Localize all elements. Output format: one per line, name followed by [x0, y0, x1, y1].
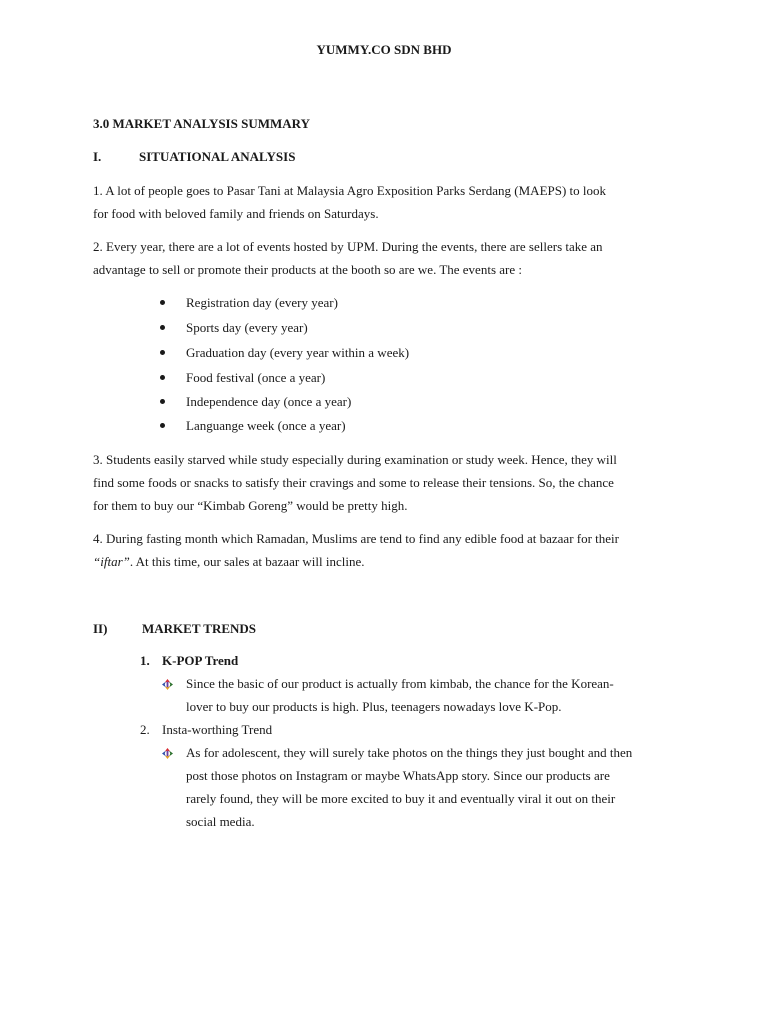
- trends-heading: MARKET TRENDS: [142, 621, 257, 636]
- bullet-dot-icon: [160, 375, 165, 380]
- paragraph-3-line-1: 3. Students easily starved while study especially during examination or study week. Hence, they will: [93, 452, 617, 467]
- paragraph-3-line-2: find some foods or snacks to satisfy their cravings and some to release their tensions. So, the chance: [93, 475, 614, 490]
- paragraph-1-line-1: 1. A lot of people goes to Pasar Tani at Malaysia Agro Exposition Parks Serdang (MAEPS) to look: [93, 183, 607, 198]
- event-item: Independence day (once a year): [186, 394, 352, 409]
- paragraph-1: [93, 179, 683, 225]
- paragraph-4-line-2: [93, 550, 683, 573]
- section-heading: 3.0 MARKET ANALYSIS SUMMARY: [93, 116, 310, 131]
- paragraph-4: [93, 527, 683, 573]
- four-way-arrow-bullet-icon: [162, 748, 173, 759]
- paragraph-2-line-2: advantage to sell or promote their products at the booth so are we. The events are :: [93, 262, 522, 277]
- trend-2-title: Insta-worthing Trend: [162, 722, 273, 737]
- event-item: Food festival (once a year): [186, 370, 326, 385]
- bullet-dot-icon: [160, 399, 165, 404]
- event-item: Languange week (once a year): [186, 418, 346, 433]
- paragraph-2-line-1: 2. Every year, there are a lot of events hosted by UPM. During the events, there are sellers take an: [93, 239, 603, 254]
- paragraph-4-line-2-rest: . At this time, our sales at bazaar will incline.: [129, 554, 365, 569]
- trend-1-line-1: Since the basic of our product is actually from kimbab, the chance for the Korean-: [186, 676, 614, 691]
- trend-1-title: K-POP Trend: [162, 653, 239, 668]
- situational-roman: I.: [93, 149, 102, 164]
- trend-2-number: 2.: [140, 722, 150, 737]
- paragraph-1-line-2: for food with beloved family and friends on Saturdays.: [93, 206, 379, 221]
- event-item: Graduation day (every year within a week): [186, 345, 410, 360]
- trend-1-line-2: lover to buy our products is high. Plus, teenagers nowadays love K-Pop.: [186, 699, 562, 714]
- paragraph-3-line-3: for them to buy our “Kimbab Goreng” would be pretty high.: [93, 498, 408, 513]
- situational-heading: SITUATIONAL ANALYSIS: [139, 149, 296, 164]
- trend-2-line-2: post those photos on Instagram or maybe WhatsApp story. Since our products are: [186, 768, 610, 783]
- bullet-dot-icon: [160, 300, 165, 305]
- iftar-term: “iftar”: [93, 554, 130, 569]
- four-way-arrow-bullet-icon: [162, 679, 173, 690]
- trend-1-text: [186, 672, 614, 718]
- bullet-dot-icon: [160, 350, 165, 355]
- trend-2-text: [186, 741, 632, 833]
- bullet-dot-icon: [160, 423, 165, 428]
- company-title: YUMMY.CO SDN BHD: [316, 42, 452, 57]
- bullet-dot-icon: [160, 325, 165, 330]
- trend-1-number: 1.: [140, 653, 150, 668]
- paragraph-2: [93, 235, 683, 281]
- paragraph-4-line-1: 4. During fasting month which Ramadan, Muslims are tend to find any edible food at bazaar for their: [93, 531, 619, 546]
- trend-2-line-1: As for adolescent, they will surely take photos on the things they just bought and then: [186, 745, 633, 760]
- trend-2-line-4: social media.: [186, 814, 255, 829]
- event-item: Sports day (every year): [186, 320, 308, 335]
- paragraph-3: [93, 448, 683, 517]
- event-item: Registration day (every year): [186, 295, 338, 310]
- trends-roman: II): [93, 621, 108, 636]
- trend-2-line-3: rarely found, they will be more excited to buy it and eventually viral it out on their: [186, 791, 616, 806]
